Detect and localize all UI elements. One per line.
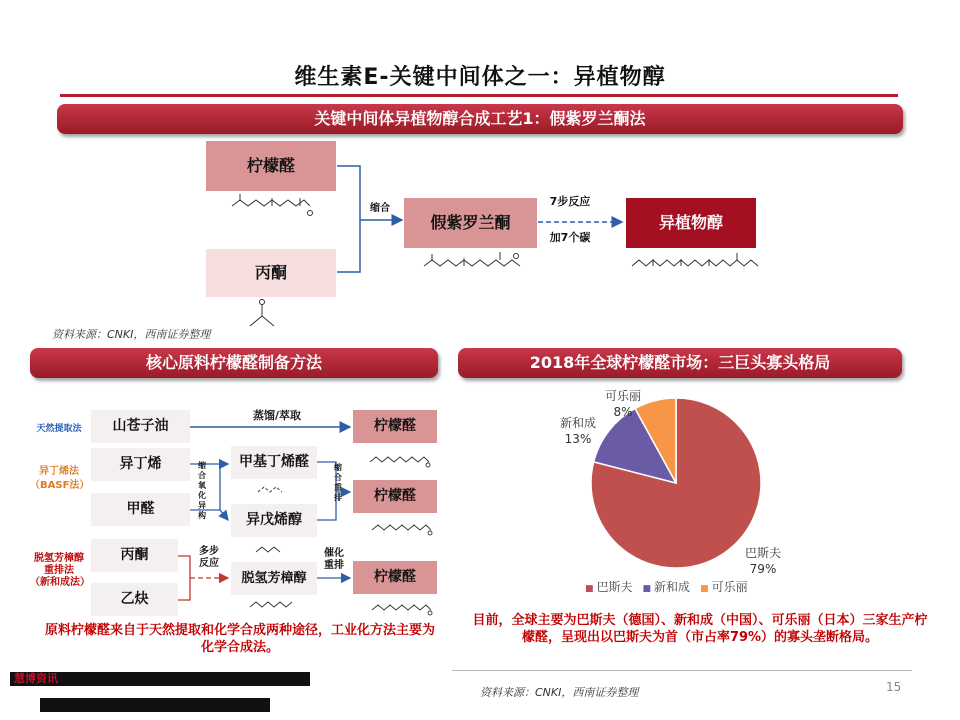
pie-label-value-2: 8% <box>613 405 633 419</box>
source-bottom: 资料来源：CNKI，西南证券整理 <box>480 686 639 699</box>
page-title: 维生素E-关键中间体之一：异植物醇 <box>294 65 666 90</box>
pie-label-value-1: 13% <box>564 432 592 446</box>
box-acetone: 丙酮 <box>206 249 336 297</box>
box-isophytol: 异植物醇 <box>626 198 756 248</box>
label-isobutene-method: 异丁烯法 <box>39 466 79 477</box>
box-methylbutenal: 甲基丁烯醛 <box>231 446 317 479</box>
legend-item-1 <box>643 580 691 594</box>
note-citral-source: 原料柠檬醛来自于天然提取和化学合成两种途径，工业化方法主要为化学合成法。 <box>44 623 435 655</box>
footer-watermark-bar-2 <box>40 698 270 712</box>
banner-citral-market: 2018年全球柠檬醛市场：三巨头寡头格局 <box>458 348 902 378</box>
legend-swatch-1: ■ <box>642 584 652 594</box>
box-acetone-method: 丙酮 <box>91 539 178 572</box>
label-catalytic-rearrange: 催化 重排 <box>324 548 344 571</box>
box-citral-nhu: 柠檬醛 <box>353 561 437 594</box>
label-distill-extract: 蒸馏/萃取 <box>252 409 302 422</box>
box-isobutene: 异丁烯 <box>91 448 190 481</box>
label-basf-method: （BASF法） <box>30 480 90 491</box>
label-dehydro-line3: （新和成法） <box>30 577 90 588</box>
label-seven-steps: 7步反应 <box>549 195 591 208</box>
legend-swatch-0: ■ <box>585 584 594 594</box>
label-condense-oxidize-isomerize: 缩合 氧化 异构 <box>198 461 206 520</box>
pie-label-name-1: 新和成 <box>560 416 597 430</box>
legend-item-0 <box>585 580 633 594</box>
pie-legend <box>585 578 758 595</box>
banner-citral-methods: 核心原料柠檬醛制备方法 <box>30 348 438 378</box>
pie-label-value-0: 79% <box>749 562 777 576</box>
box-prenol: 异戊烯醇 <box>231 504 317 537</box>
label-multi-step: 多步 反应 <box>199 546 219 569</box>
label-add-carbon: 加7个碳 <box>549 231 591 244</box>
box-dehydrolinalool: 脱氢芳樟醇 <box>231 562 317 595</box>
legend-label-1: 新和成 <box>654 580 691 594</box>
label-condense-rearrange: 缩合 重排 <box>334 463 342 502</box>
legend-swatch-2: ■ <box>700 584 709 594</box>
label-condense: 缩合 <box>370 203 390 214</box>
banner-synthesis-process: 关键中间体异植物醇合成工艺1：假紫罗兰酮法 <box>57 104 903 134</box>
box-acetylene: 乙炔 <box>91 583 178 616</box>
footer-rule <box>452 670 912 671</box>
footer-watermark-text: 慧博资讯 <box>14 672 58 685</box>
pie-label-0 <box>745 545 781 577</box>
legend-item-2 <box>700 580 748 594</box>
pie-label-2 <box>605 388 641 420</box>
legend-label-0: 巴斯夫 <box>596 580 633 594</box>
note-market-structure: 目前，全球主要为巴斯夫（德国）、新和成（中国）、可乐丽（日本）三家生产柠檬醛，呈现出以巴斯夫为首（市占率79%）的寡头垄断格局。 <box>472 613 928 645</box>
pie-label-1 <box>560 415 596 447</box>
box-formaldehyde: 甲醛 <box>91 493 190 526</box>
box-litsea-oil: 山苍子油 <box>91 410 190 443</box>
box-citral-natural: 柠檬醛 <box>353 410 437 443</box>
source-top: 资料来源：CNKI，西南证券整理 <box>52 328 211 341</box>
label-natural-extraction: 天然提取法 <box>36 424 82 434</box>
pie-label-name-2: 可乐丽 <box>605 389 642 403</box>
label-dehydro-line2: 重排法 <box>44 565 74 576</box>
label-dehydro-line1: 脱氢芳樟醇 <box>34 553 84 564</box>
box-pseudoionone: 假紫罗兰酮 <box>404 198 537 248</box>
pie-label-name-0: 巴斯夫 <box>745 546 782 560</box>
legend-label-2: 可乐丽 <box>711 580 748 594</box>
page-number: 15 <box>886 680 902 694</box>
box-citral: 柠檬醛 <box>206 141 336 191</box>
box-citral-basf: 柠檬醛 <box>353 480 437 513</box>
